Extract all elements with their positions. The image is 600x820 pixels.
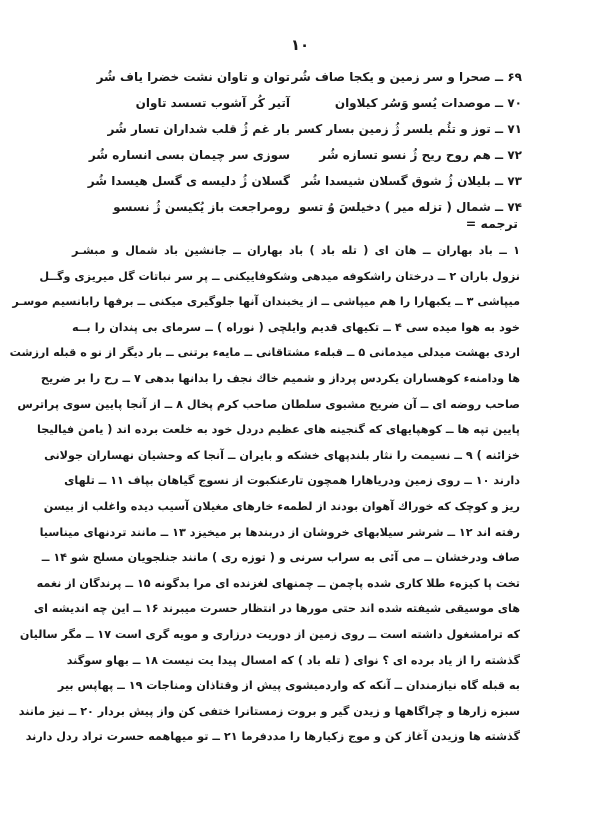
paragraph-line: اردی بهشت میدلی میدمانی ۵ ــ قبلهء مشتاقانی ــ مایهء برتنی ــ بار دیگر از نو ه قبله ارزشت <box>9 346 520 360</box>
paragraph-line: نزول باران ۲ ــ درختان راشکوفه میدهی وشکوفاییکنی ــ پر سر نباتات گل میریزی وگــل <box>39 269 520 283</box>
verse-first-hemistich: ۶۹ ــ صحرا و سر زمین و یکجا صاف شُر <box>291 70 522 84</box>
paragraph-line: که ترامشغول داشته است ــ روی زمین از دوریت درزاری و مویه گری است ۱۷ ــ مگر سالیان <box>19 627 520 641</box>
verse-first-hemistich: ۷۱ ــ توز و تئُم یلسر ژُ زمین بسار کسر <box>295 122 522 136</box>
paragraph-line: گذشته را از یاد برده ای ؟ نوای ( تله باد ) که امسال پیدا یت نیست ۱۸ ــ بهاو سوگند <box>66 653 520 667</box>
paragraph-line: خود به هوا میده سی ۴ ــ تکیهای قدیم وایلچی ( نوراه ) ــ سرمای بی پندان را بــه <box>72 320 520 334</box>
verse-number: ۶۹ <box>507 70 522 84</box>
paragraph-line: ریز و کوچک که خوراك آهوان بودند از لطمهء خارهای مغیلان آسیب دیده واغلب از بیسن <box>43 499 520 513</box>
verse-block <box>70 64 522 220</box>
verse-second-hemistich: توان و تاوان نشت خضرا یاف شُر <box>96 70 290 84</box>
paragraph-line: رفته اند ۱۲ ــ شرشر سیلابهای خروشان از دربندها بر میخیزد ۱۳ ــ مانند تردنهای میناسیا <box>39 525 520 539</box>
paragraph-line: صاحب روضه ای ــ آن ضریح مشبوی سلطان صاحب کرم پخال ۸ ــ از آنجا پایین سوی پراترس <box>17 397 520 411</box>
paragraph-line: دارند ۱۰ ــ روی زمین ودریاهارا همچون تارعنکبوت از نسوج گیاهان بپاف ۱۱ ــ تلهای <box>64 474 520 488</box>
verse-number: ۷۱ <box>507 122 522 136</box>
paragraph-line: به قبله گاه نیازمندان ــ آنکه که واردمیشوی پیش از وقتاذان ومناجات ۱۹ ــ پهاپس بیر <box>57 679 520 693</box>
verse-first-hemistich: ۷۴ ــ شمال ( تزله میر ) دخیلسَ وُ تسو <box>298 200 522 214</box>
verse-line <box>70 116 522 142</box>
paragraph-line: خزائنه ) ۹ ــ نسیمت را نثار بلندپهای خشکه و بایران ــ آنجا که وحشیان نهساران جولانی <box>44 448 520 462</box>
paragraph-line: ۱ ــ باد بهاران ــ هان ای ( تله باد ) باد بهاران ــ جانشین باد شمال و مبشـر <box>72 244 520 257</box>
paragraph-line: میپاشی ۳ ــ یکبهارا را هم میپاشی ــ از یخبندان آنها جلوگیری میکنی ــ برفها رابانسیم موسـر <box>12 295 520 309</box>
verse-line <box>70 142 522 168</box>
verse-number: ۷۰ <box>507 96 522 110</box>
paragraph-line: پایین تپه ها ــ کوهپایهای که گنجینه های عظیم دردل خود به خلعت برده اند ( یامن فیالیجا <box>37 423 520 437</box>
verse-line <box>70 168 522 194</box>
verse-line <box>70 64 522 90</box>
paragraph-line: تخت پا کیزهء طلا کاری شده پاچمن ــ چمنهای لغزنده ای مرا بدگونه ۱۵ ــ پرندگان از نغمه <box>36 576 520 590</box>
verse-number: ۷۴ <box>507 200 522 214</box>
verse-second-hemistich: گسلان ژُ دلیسه ی گسل هیسدا شُر <box>87 174 290 188</box>
verse-first-hemistich: ۷۲ ــ هم روح ریح ژُ نسو تسازه شُر <box>319 148 522 162</box>
paragraph-line: گذشته ها وزیدن آغاز کن و موج زکیارها را مددفرما ۲۱ ــ تو میهاهمه حسرت تراد ردل دارند <box>25 730 520 744</box>
verse-second-hemistich: آتیر کُر آشوب تسسد تاوان <box>135 96 290 110</box>
verse-line <box>70 194 522 220</box>
paragraph-line: های موسیقی شیفته شده اند حتی مورها در انتظار حسرت میبرند ۱۶ ــ این چه اندیشه ای <box>33 602 520 616</box>
paragraph-line: سبزه زارها و چراگاهها و زیدن گیر و بروت زمستانرا ختفی کن واز پیش بردار ۲۰ ــ نیز مانند <box>18 704 520 718</box>
verse-second-hemistich: رومراجعت باز یُکیسن ژُ نسسو <box>113 200 290 214</box>
verse-number: ۷۲ <box>507 148 522 162</box>
translation-heading: ترجمه = <box>465 216 518 231</box>
translation-paragraph <box>9 238 520 750</box>
verse-line <box>70 90 522 116</box>
verse-second-hemistich: سوزی سر چیمان بسی انساره شُر <box>88 148 290 162</box>
paragraph-line: ها ودامنهء کوهساران یکردس پرداز و شمیم خاك نجف را بدانها بدهی ۷ ــ رح را بر ضریح <box>40 371 520 385</box>
page-number: ۱۰ <box>290 36 310 54</box>
verse-number: ۷۳ <box>507 174 522 188</box>
verse-second-hemistich: بار غم ژُ قلب شداران تسار شُر <box>107 122 290 136</box>
verse-first-hemistich: ۷۰ ــ موصدات یُسو وَسُر کیلاوان <box>334 96 522 110</box>
verse-first-hemistich: ۷۳ ــ بلیلان ژُ شوق گسلان شیسدا شُر <box>301 174 522 188</box>
paragraph-line: صاف ودرخشان ــ می آئی به سراب سرنی و ( توزه ری ) مانند جنلجویان مسلح شو ۱۴ ــ <box>41 551 520 565</box>
